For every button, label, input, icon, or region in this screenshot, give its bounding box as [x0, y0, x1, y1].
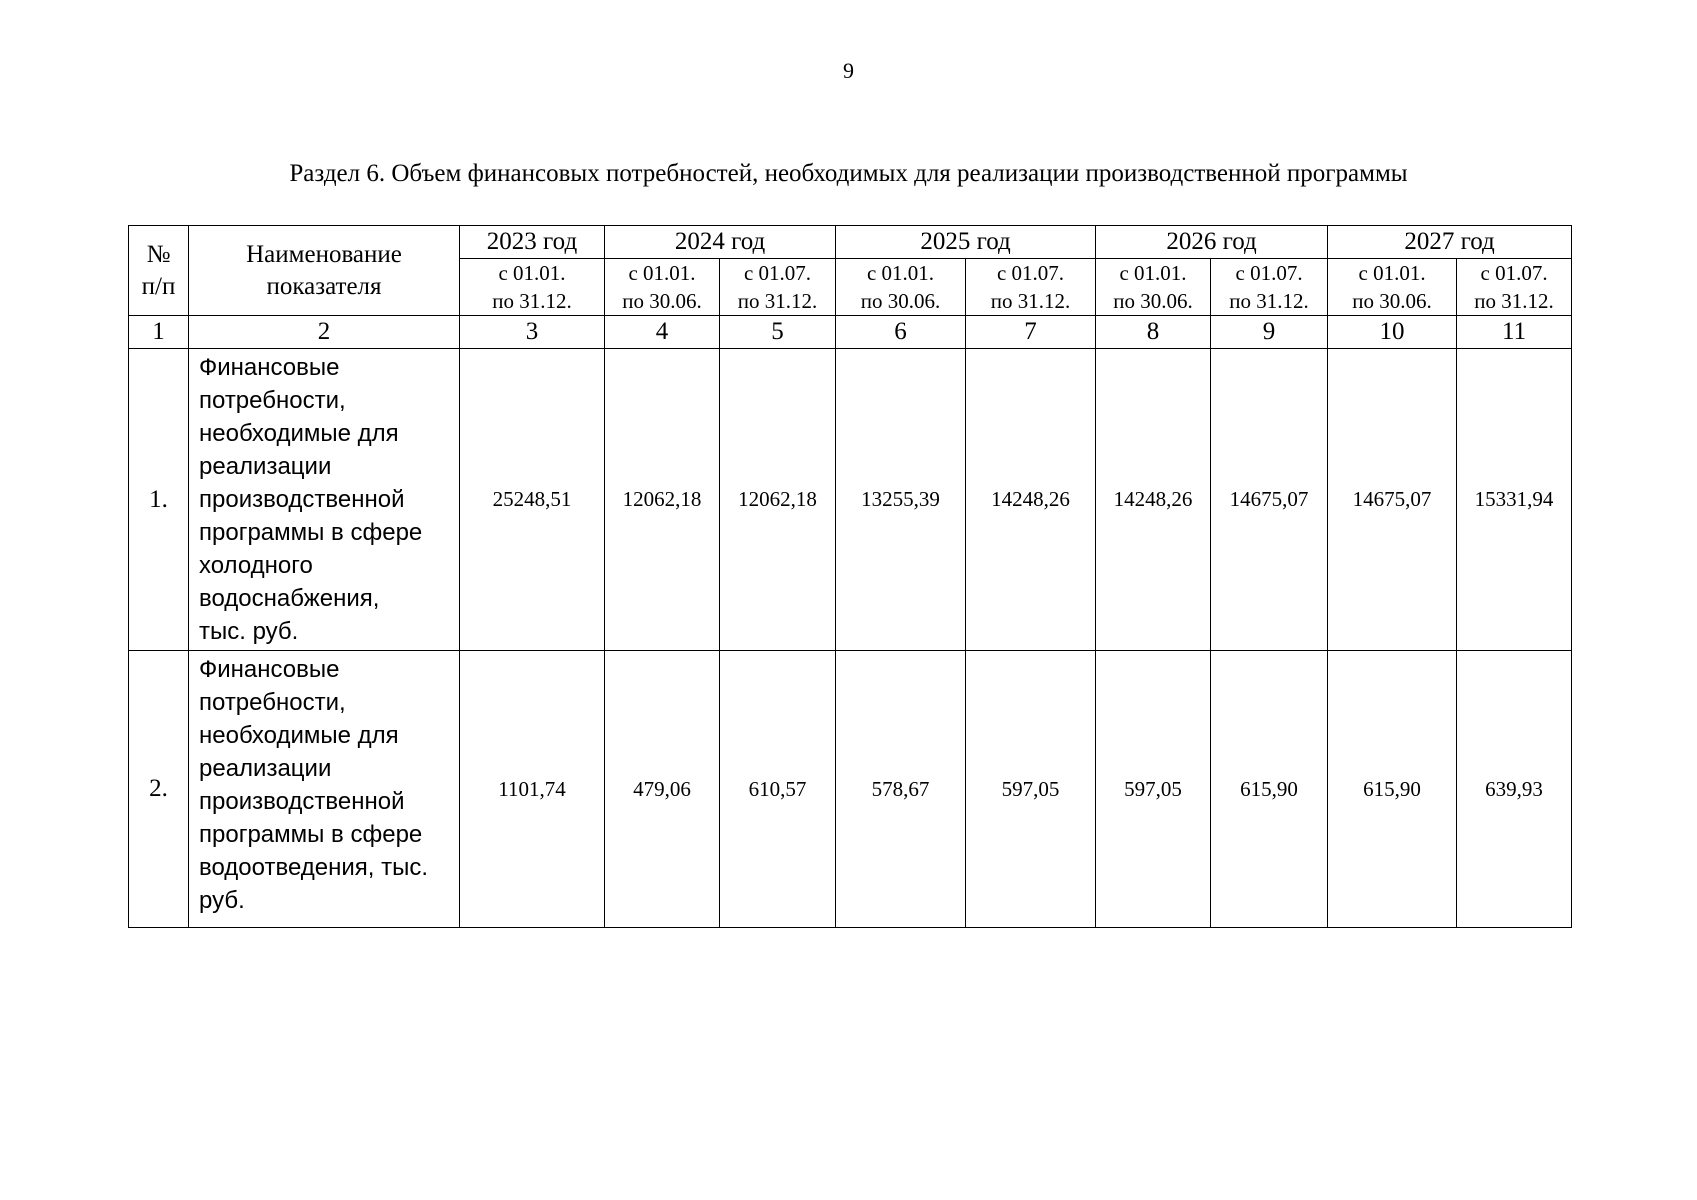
column-number: 1	[129, 316, 189, 349]
value-cell: 15331,94	[1457, 349, 1572, 651]
period-from: с 01.07.	[1480, 261, 1548, 285]
page-number: 9	[843, 58, 854, 83]
row-number: 1.	[129, 349, 189, 651]
financial-needs-table	[128, 225, 1572, 928]
period-to: по 30.06.	[860, 289, 941, 313]
section-title: Раздел 6. Объем финансовых потребностей, необходимых для реализации производственной программы	[289, 160, 1408, 187]
header-period	[1096, 259, 1211, 316]
header-num	[129, 226, 189, 316]
header-year-2025: 2025 год	[836, 226, 1096, 259]
row-name-line: потребности,	[199, 387, 346, 414]
header-year-2023: 2023 год	[460, 226, 605, 259]
value-cell: 597,05	[1096, 651, 1211, 928]
header-num-line1: №	[146, 240, 171, 268]
value-cell: 12062,18	[720, 349, 836, 651]
value-cell: 14248,26	[1096, 349, 1211, 651]
period-from: с 01.07.	[996, 261, 1065, 285]
header-year-2027: 2027 год	[1328, 226, 1572, 259]
row-name	[189, 349, 460, 651]
header-period	[1328, 259, 1457, 316]
column-number: 4	[605, 316, 720, 349]
row-name-line: руб.	[199, 887, 245, 914]
value-cell: 1101,74	[460, 651, 605, 928]
row-name-line: реализации	[199, 755, 332, 782]
value-cell: 578,67	[836, 651, 966, 928]
header-year-2024: 2024 год	[605, 226, 836, 259]
value-cell: 639,93	[1457, 651, 1572, 928]
period-to: по 31.12.	[737, 289, 818, 313]
row-number: 2.	[129, 651, 189, 928]
table-row	[129, 651, 1572, 928]
period-to: по 31.12.	[1474, 289, 1554, 313]
row-name-line: потребности,	[199, 689, 346, 716]
period-from: с 01.01.	[1358, 261, 1426, 285]
row-name-line: тыс. руб.	[199, 618, 299, 645]
header-name-line1: Наименование	[246, 240, 402, 268]
header-period	[966, 259, 1096, 316]
header-period	[836, 259, 966, 316]
value-cell: 615,90	[1328, 651, 1457, 928]
header-period	[1457, 259, 1572, 316]
value-cell: 12062,18	[605, 349, 720, 651]
value-cell: 610,57	[720, 651, 836, 928]
row-name-line: реализации	[199, 453, 332, 480]
row-name-line: производственной	[199, 788, 405, 815]
value-cell: 479,06	[605, 651, 720, 928]
period-from: с 01.01.	[498, 261, 566, 285]
row-name-line: производственной	[199, 486, 405, 513]
period-to: по 30.06.	[1113, 289, 1193, 313]
row-name-line: программы в сфере	[199, 519, 423, 546]
column-number: 8	[1096, 316, 1211, 349]
period-from: с 01.01.	[866, 261, 935, 285]
header-period	[1211, 259, 1328, 316]
header-name-line2: показателя	[266, 272, 382, 300]
period-to: по 30.06.	[622, 289, 702, 313]
row-name	[189, 651, 460, 928]
row-name-line: Финансовые	[199, 656, 340, 683]
column-number: 3	[460, 316, 605, 349]
row-name-line: холодного	[199, 552, 313, 579]
column-number: 2	[189, 316, 460, 349]
period-from: с 01.07.	[1235, 261, 1303, 285]
header-period	[720, 259, 836, 316]
period-from: с 01.01.	[1119, 261, 1187, 285]
value-cell: 14675,07	[1328, 349, 1457, 651]
period-from: с 01.01.	[628, 261, 696, 285]
value-cell: 615,90	[1211, 651, 1328, 928]
column-number: 7	[966, 316, 1096, 349]
period-to: по 31.12.	[990, 289, 1071, 313]
value-cell: 14248,26	[966, 349, 1096, 651]
column-number: 5	[720, 316, 836, 349]
table-row	[129, 349, 1572, 651]
header-period	[605, 259, 720, 316]
period-to: по 31.12.	[492, 289, 572, 313]
column-number: 11	[1457, 316, 1572, 349]
value-cell: 14675,07	[1211, 349, 1328, 651]
header-period	[460, 259, 605, 316]
period-to: по 30.06.	[1352, 289, 1432, 313]
value-cell: 597,05	[966, 651, 1096, 928]
header-num-line2: п/п	[141, 272, 176, 300]
header-year-2026: 2026 год	[1096, 226, 1328, 259]
column-number: 10	[1328, 316, 1457, 349]
row-name-line: водоснабжения,	[199, 585, 380, 612]
row-name-line: Финансовые	[199, 354, 340, 381]
column-number: 9	[1211, 316, 1328, 349]
row-name-line: необходимые для	[199, 722, 399, 749]
value-cell: 25248,51	[460, 349, 605, 651]
column-numbers-row	[129, 316, 1572, 349]
value-cell: 13255,39	[836, 349, 966, 651]
column-number: 6	[836, 316, 966, 349]
period-from: с 01.07.	[743, 261, 812, 285]
period-to: по 31.12.	[1229, 289, 1309, 313]
row-name-line: необходимые для	[199, 420, 399, 447]
row-name-line: программы в сфере	[199, 821, 423, 848]
header-row-years	[129, 226, 1572, 259]
row-name-line: водоотведения, тыс.	[199, 854, 429, 881]
header-name	[189, 226, 460, 316]
